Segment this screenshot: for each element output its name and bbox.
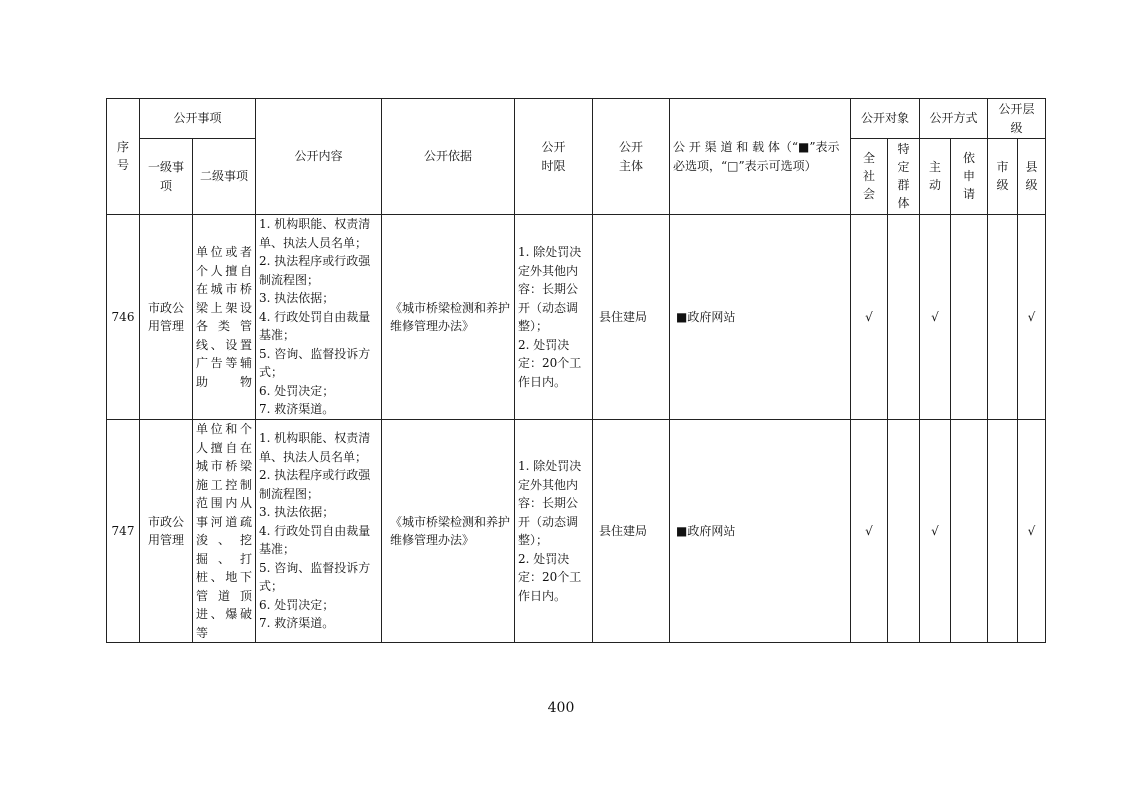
row-channel: ■政府网站 (670, 420, 851, 643)
header-level1: 一级事项 (140, 139, 193, 215)
header-target-all: 全社会 (851, 139, 888, 215)
header-method-active: 主动 (920, 139, 951, 215)
row-subject: 县住建局 (593, 420, 670, 643)
header-method-apply: 依申请 (951, 139, 988, 215)
row-method-active-check: √ (920, 215, 951, 420)
table-row (107, 215, 1046, 420)
header-target-group: 特定群体 (888, 139, 920, 215)
row-level2: 单位和个人擅自在城市桥梁施工控制范围内从事河道疏浚、挖掘、打桩、地下管道顶进、爆破等 (193, 420, 256, 643)
row-seq: 747 (107, 420, 140, 643)
header-subject: 公开主体 (593, 99, 670, 215)
header-level: 公开层级 (988, 99, 1046, 139)
row-level1: 市政公用管理 (140, 420, 193, 643)
row-channel: ■政府网站 (670, 215, 851, 420)
header-target: 公开对象 (851, 99, 920, 139)
row-level-county-check: √ (1018, 420, 1046, 643)
row-level1: 市政公用管理 (140, 215, 193, 420)
header-content: 公开内容 (256, 99, 382, 215)
row-target-group-check (888, 420, 920, 643)
row-level-city-check (988, 215, 1018, 420)
row-seq: 746 (107, 215, 140, 420)
header-level-county: 县级 (1018, 139, 1046, 215)
row-method-active-check: √ (920, 420, 951, 643)
row-content: 1. 机构职能、权责清单、执法人员名单； 2. 执法程序或行政强制流程图； 3. 执法依据； 4. 行政处罚自由裁量基准； 5. 咨询、监督投诉方式； 6. 处罚决定； 7. 救济渠道。 (256, 420, 382, 643)
row-target-all-check: √ (851, 215, 888, 420)
header-level2: 二级事项 (193, 139, 256, 215)
header-channel: 公 开 渠 道 和 载 体（“■”表示必选项，“□”表示可选项） (670, 99, 851, 215)
row-content: 1. 机构职能、权责清单、执法人员名单； 2. 执法程序或行政强制流程图； 3. 执法依据； 4. 行政处罚自由裁量基准； 5. 咨询、监督投诉方式； 6. 处罚决定； 7. 救济渠道。 (256, 215, 382, 420)
row-target-group-check (888, 215, 920, 420)
header-level-city: 市级 (988, 139, 1018, 215)
row-level-city-check (988, 420, 1018, 643)
disclosure-table (106, 98, 1046, 643)
header-seq: 序号 (107, 99, 140, 215)
header-matters: 公开事项 (140, 99, 256, 139)
row-target-all-check: √ (851, 420, 888, 643)
header-basis: 公开依据 (382, 99, 515, 215)
table-row (107, 420, 1046, 643)
row-subject: 县住建局 (593, 215, 670, 420)
row-method-apply-check (951, 420, 988, 643)
row-basis: 《城市桥梁检测和养护维修管理办法》 (382, 420, 515, 643)
page-number: 400 (547, 700, 575, 716)
row-level-county-check: √ (1018, 215, 1046, 420)
header-row-1 (107, 99, 1046, 139)
row-time: 1. 除处罚决定外其他内容：长期公开（动态调整）； 2. 处罚决定：20个工作日内。 (515, 215, 593, 420)
row-method-apply-check (951, 215, 988, 420)
header-time: 公开时限 (515, 99, 593, 215)
row-time: 1. 除处罚决定外其他内容：长期公开（动态调整）； 2. 处罚决定：20个工作日内。 (515, 420, 593, 643)
header-method: 公开方式 (920, 99, 988, 139)
row-basis: 《城市桥梁检测和养护维修管理办法》 (382, 215, 515, 420)
row-level2: 单位或者个人擅自在城市桥梁上架设各类管线、设置广告等辅助物 (193, 215, 256, 420)
